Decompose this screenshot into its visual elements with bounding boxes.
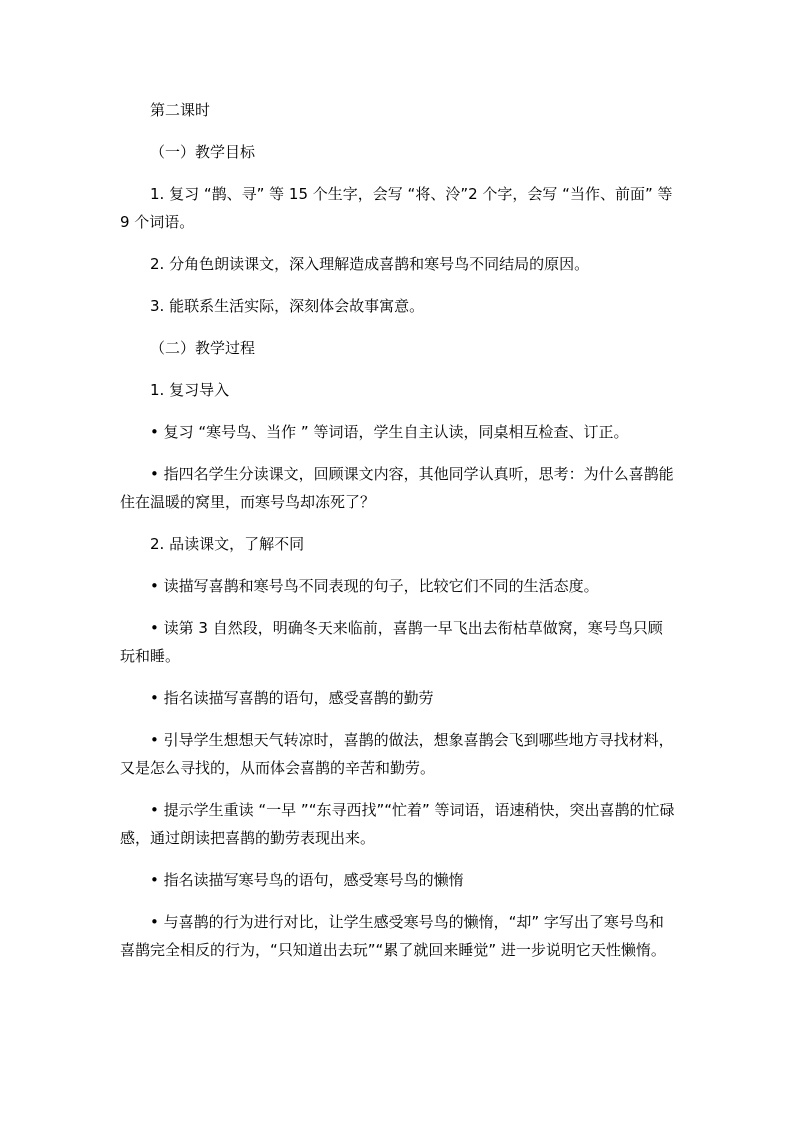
objective-item: 1. 复习 “鹊、寻” 等 15 个生字，会写 “将、泠”2 个字，会写 “当作、前面” 等 9 个词语。 <box>120 185 673 231</box>
section-heading-objectives: （一）教学目标 <box>150 143 256 161</box>
process-step-heading: 2. 品读课文，了解不同 <box>150 535 305 553</box>
section-heading-process: （二）教学过程 <box>150 339 256 357</box>
document-body <box>120 96 676 978</box>
bullet-item: • 引导学生想想天气转凉时，喜鹊的做法，想象喜鹊会飞到哪些地方寻找材料，又是怎么寻找的，从而体会喜鹊的辛苦和勤劳。 <box>120 731 674 777</box>
objective-item: 2. 分角色朗读课文，深入理解造成喜鹊和寒号鸟不同结局的原因。 <box>150 255 590 273</box>
bullet-item: • 读第 3 自然段，明确冬天来临前，喜鹊一早飞出去衔枯草做窝，寒号鸟只顾玩和睡。 <box>120 619 663 665</box>
bullet-item: • 提示学生重读 “一早 ”“东寻西找”“忙着” 等词语，语速稍快，突出喜鹊的忙碌感，通过朗读把喜鹊的勤劳表现出来。 <box>120 801 675 847</box>
process-step-heading: 1. 复习导入 <box>150 381 230 399</box>
lesson-heading: 第二课时 <box>150 101 211 119</box>
bullet-item: • 复习 “寒号鸟、当作 ” 等词语，学生自主认读，同桌相互检查、订正。 <box>150 423 629 441</box>
bullet-item: • 指名读描写喜鹊的语句，感受喜鹊的勤劳 <box>150 689 434 707</box>
bullet-item: • 指四名学生分读课文，回顾课文内容，其他同学认真听，思考：为什么喜鹊能住在温暖的窝里，而寒号鸟却冻死了？ <box>120 465 674 511</box>
bullet-item: • 读描写喜鹊和寒号鸟不同表现的句子，比较它们不同的生活态度。 <box>150 577 599 595</box>
bullet-item: • 指名读描写寒号鸟的语句，感受寒号鸟的懒惰 <box>150 871 464 889</box>
objective-item: 3. 能联系生活实际，深刻体会故事寓意。 <box>150 297 425 315</box>
bullet-item: • 与喜鹊的行为进行对比，让学生感受寒号鸟的懒惰，“却” 字写出了寒号鸟和喜鹊完全相反的行为，“只知道出去玩”“累了就回来睡觉” 进一步说明它天性懒惰。 <box>120 913 666 959</box>
